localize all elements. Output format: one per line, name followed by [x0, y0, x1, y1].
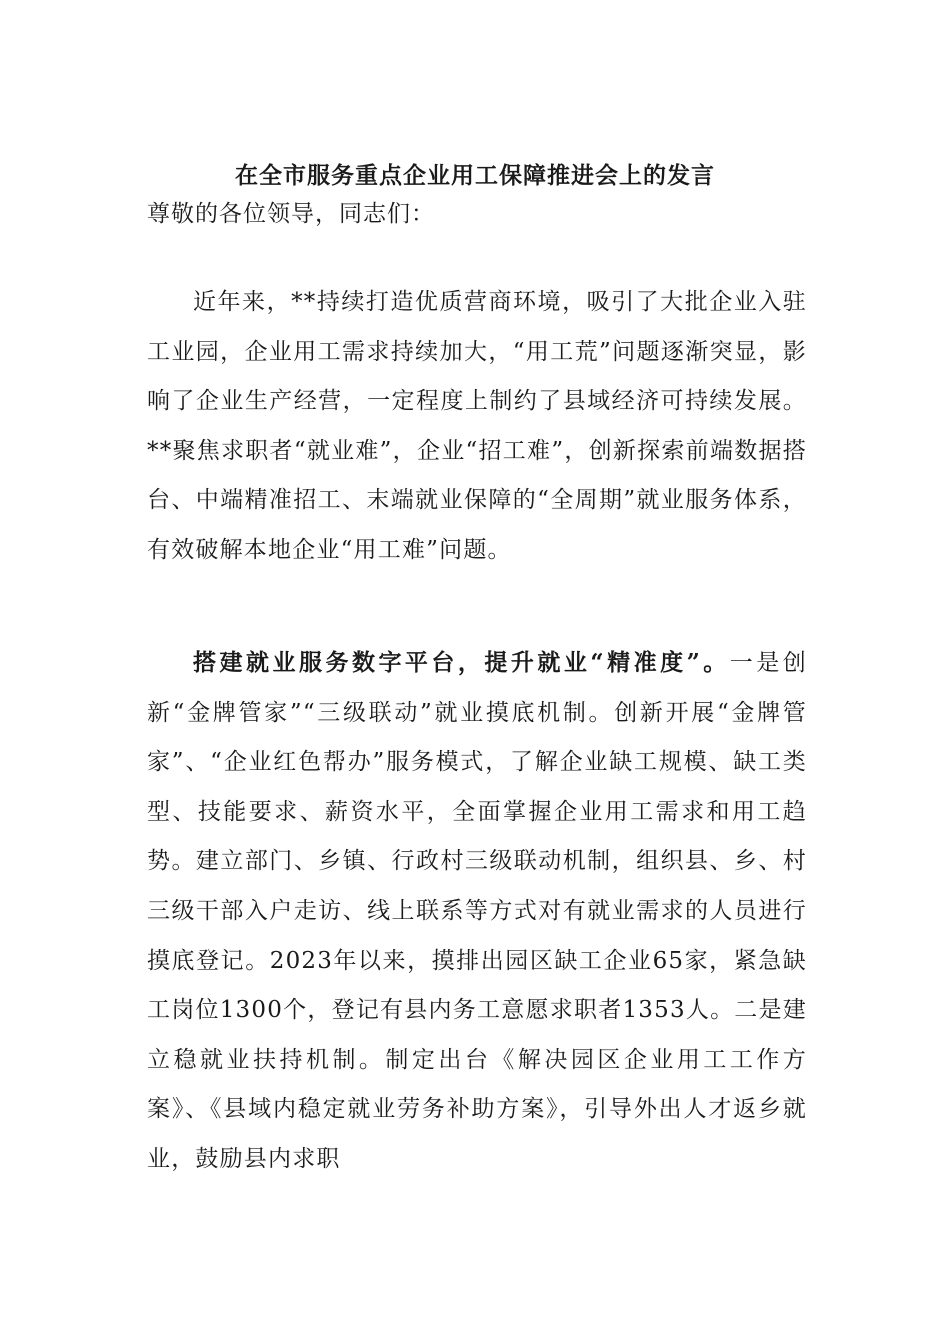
- salutation: 尊敬的各位领导，同志们：: [147, 201, 435, 227]
- document-title: 在全市服务重点企业用工保障推进会上的发言: [235, 162, 715, 189]
- paragraph-platform: [147, 638, 807, 1185]
- paragraph-text: 近年来，**持续打造优质营商环境，吸引了大批企业入驻工业园，企业用工需求持续加大，“用工荒”问题逐渐突显，影响了企业生产经营，一定程度上制约了县域经济可持续发展。**聚焦求职者“就业难”，企业“招工难”，创新探索前端数据搭台、中端精准招工、末端就业保障的“全周期”就业服务体系，有效破解本地企业“用工难”问题。: [147, 289, 807, 563]
- paragraph-intro: [147, 278, 807, 576]
- paragraph-lead-heading: 搭建就业服务数字平台，提升就业“精准度”。: [193, 649, 730, 676]
- paragraph-text: 一是创新“金牌管家”“三级联动”就业摸底机制。创新开展“金牌管家”、“企业红色帮办”服务模式，了解企业缺工规模、缺工类型、技能要求、薪资水平，全面掌握企业用工需求和用工趋势。建立部门、乡镇、行政村三级联动机制，组织县、乡、村三级干部入户走访、线上联系等方式对有就业需求的人员进行摸底登记。2023年以来，摸排出园区缺工企业65家，紧急缺工岗位1300个，登记有县内务工意愿求职者1353人。二是建立稳就业扶持机制。制定出台《解决园区企业用工工作方案》、《县域内稳定就业劳务补助方案》，引导外出人才返乡就业，鼓励县内求职: [147, 650, 807, 1172]
